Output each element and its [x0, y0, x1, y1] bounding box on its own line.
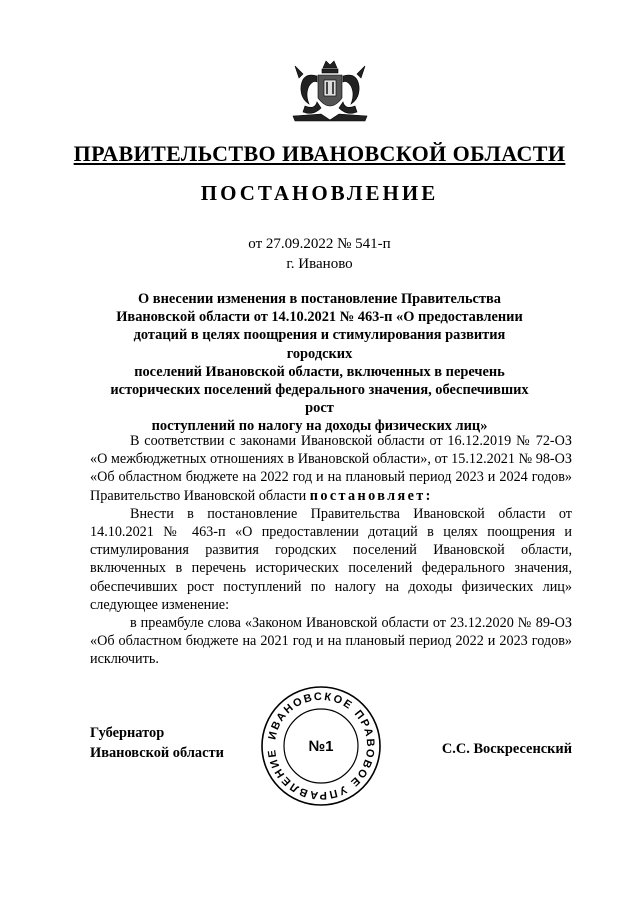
- signatory-title-line: Губернатор: [90, 725, 165, 741]
- body-paragraph-preamble-change: в преамбуле слова «Законом Ивановской области от 23.12.2020 № 89-ОЗ «Об областном бюджете на 2021 год и на плановый период 2022 и 2023 годов» исключить.: [90, 615, 572, 668]
- body-paragraph-amendment: Внести в постановление Правительства Ивановской области от 14.10.2021 № 463-п «О предоставлении дотаций в целях поощрения и стимулирования развития городских поселений Ивановской области, включенных в перечень исторических поселений федерального значения, обеспечивших рост поступлений по налогу на доходы физических лиц» следующее изменение:: [90, 505, 572, 613]
- subject-line: дотаций в целях поощрения и стимулирования развития городских: [133, 327, 506, 362]
- subject-line: О внесении изменения в постановление Правительства: [138, 291, 501, 307]
- signatory-name: С.С. Воскресенский: [441, 741, 572, 757]
- signatory-title: [90, 723, 224, 763]
- government-title: ПРАВИТЕЛЬСТВО ИВАНОВСКОЙ ОБЛАСТИ: [73, 141, 566, 166]
- document-body: [90, 432, 572, 669]
- document-date-number: от 27.09.2022 № 541-п: [248, 236, 391, 252]
- official-stamp: [259, 684, 383, 808]
- resolves-keyword: постановляет:: [309, 487, 433, 504]
- stamp-ring-textpath: ИВАНОВСКОЕ ПРАВОВОЕ УПРАВЛЕНИЕ: [265, 690, 377, 802]
- signatory-title-line: Ивановской области: [90, 745, 224, 761]
- document-subject: [100, 290, 539, 436]
- body-paragraph-legal-basis: [90, 432, 572, 505]
- subject-line: Ивановской области от 14.10.2021 № 463-п «О предоставлении: [116, 309, 523, 326]
- stamp-number: №1: [308, 738, 334, 755]
- subject-line: исторических поселений федерального значения, обеспечивших рост: [110, 382, 529, 417]
- document-city: г. Иваново: [286, 256, 353, 272]
- subject-line: поселений Ивановской области, включенных в перечень: [134, 363, 505, 380]
- document-type-heading: ПОСТАНОВЛЕНИЕ: [200, 181, 439, 205]
- legal-basis-text: В соответствии с законами Ивановской области от 16.12.2019 № 72-ОЗ «О межбюджетных отношениях в Ивановской области», от 15.12.2021 № 98-ОЗ «Об областном бюджете на 2022 год и на плановый период 2023 и 2024 годов» Правительство Ивановской области: [90, 433, 572, 504]
- coat-of-arms-emblem: [291, 58, 369, 122]
- subject-line: поступлений по налогу на доходы физических лиц»: [151, 418, 488, 435]
